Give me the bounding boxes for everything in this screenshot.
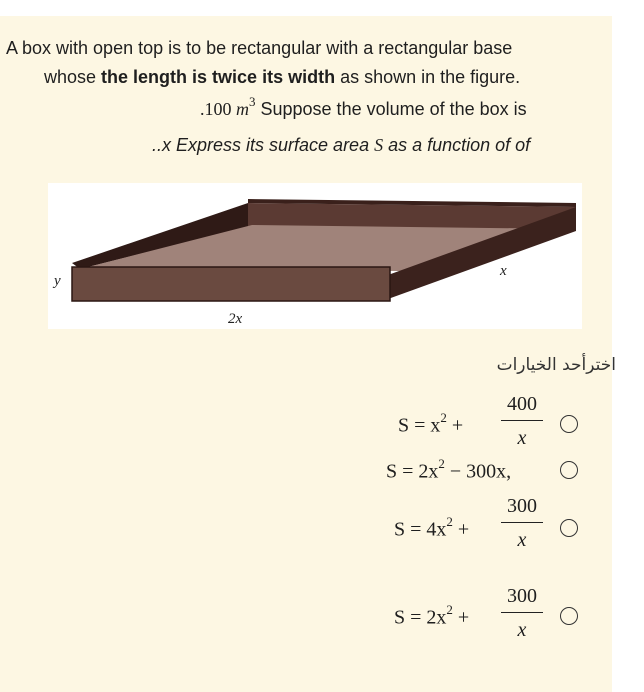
question-line-4-pre: ..x Express its surface area bbox=[152, 135, 375, 155]
option-3-fraction bbox=[497, 494, 547, 551]
option-1-fraction-bar bbox=[501, 420, 543, 421]
question-line-4 bbox=[152, 135, 530, 156]
option-3-equation bbox=[394, 516, 469, 542]
option-1-op: + bbox=[446, 414, 464, 437]
question-line-3 bbox=[200, 96, 527, 120]
option-1-prefix: S = x bbox=[398, 414, 441, 437]
option-4-numerator: 300 bbox=[507, 585, 537, 607]
label-y: y bbox=[54, 273, 61, 289]
option-4-prefix: S = 2x bbox=[394, 606, 447, 629]
option-1-fraction bbox=[497, 392, 547, 449]
option-4-denominator: x bbox=[517, 619, 527, 641]
question-line-1: A box with open top is to be rectangular with a rectangular base bbox=[6, 38, 513, 58]
option-3-fraction-bar bbox=[501, 522, 543, 523]
option-2-prefix: S = 2x bbox=[386, 460, 439, 483]
question-line-4-post: as a function of of bbox=[383, 135, 531, 155]
volume-unit: m bbox=[236, 99, 249, 119]
option-3-op: + bbox=[452, 518, 470, 541]
option-1-radio[interactable] bbox=[560, 415, 578, 433]
question-line-2-bold: the length is twice its width bbox=[101, 67, 336, 87]
option-3-exp: 2 bbox=[446, 514, 453, 529]
volume-exponent: 3 bbox=[249, 94, 256, 109]
box-figure bbox=[48, 183, 582, 329]
box-front-wall bbox=[72, 267, 390, 301]
option-4-equation bbox=[394, 604, 469, 630]
choose-option-label: اخترأحد الخيارات bbox=[496, 355, 616, 375]
option-4-radio[interactable] bbox=[560, 607, 578, 625]
question-line-2-post: as shown in the figure. bbox=[335, 67, 521, 87]
volume-number: .100 bbox=[200, 99, 236, 119]
question-line-2-pre: whose bbox=[44, 67, 102, 87]
option-2-exp: 2 bbox=[438, 456, 445, 471]
question-line-2 bbox=[44, 67, 520, 88]
option-3-denominator: x bbox=[517, 529, 527, 551]
option-4-exp: 2 bbox=[446, 602, 453, 617]
option-2-radio[interactable] bbox=[560, 461, 578, 479]
question-line-3-text: Suppose the volume of the box is bbox=[255, 99, 527, 119]
option-3-radio[interactable] bbox=[560, 519, 578, 537]
option-1-exp: 2 bbox=[440, 410, 447, 425]
label-2x: 2x bbox=[228, 311, 243, 327]
option-1-numerator: 400 bbox=[507, 393, 537, 415]
option-1-equation bbox=[398, 412, 463, 438]
option-3-numerator: 300 bbox=[507, 495, 537, 517]
box-illustration bbox=[48, 183, 582, 329]
option-4-fraction bbox=[497, 584, 547, 641]
option-3-prefix: S = 4x bbox=[394, 518, 447, 541]
option-1-denominator: x bbox=[517, 427, 527, 449]
option-4-fraction-bar bbox=[501, 612, 543, 613]
option-4-op: + bbox=[452, 606, 470, 629]
label-x: x bbox=[500, 263, 507, 279]
option-2-equation bbox=[386, 458, 511, 484]
surface-variable: S bbox=[374, 135, 384, 155]
option-2-op: − 300x, bbox=[444, 460, 512, 483]
